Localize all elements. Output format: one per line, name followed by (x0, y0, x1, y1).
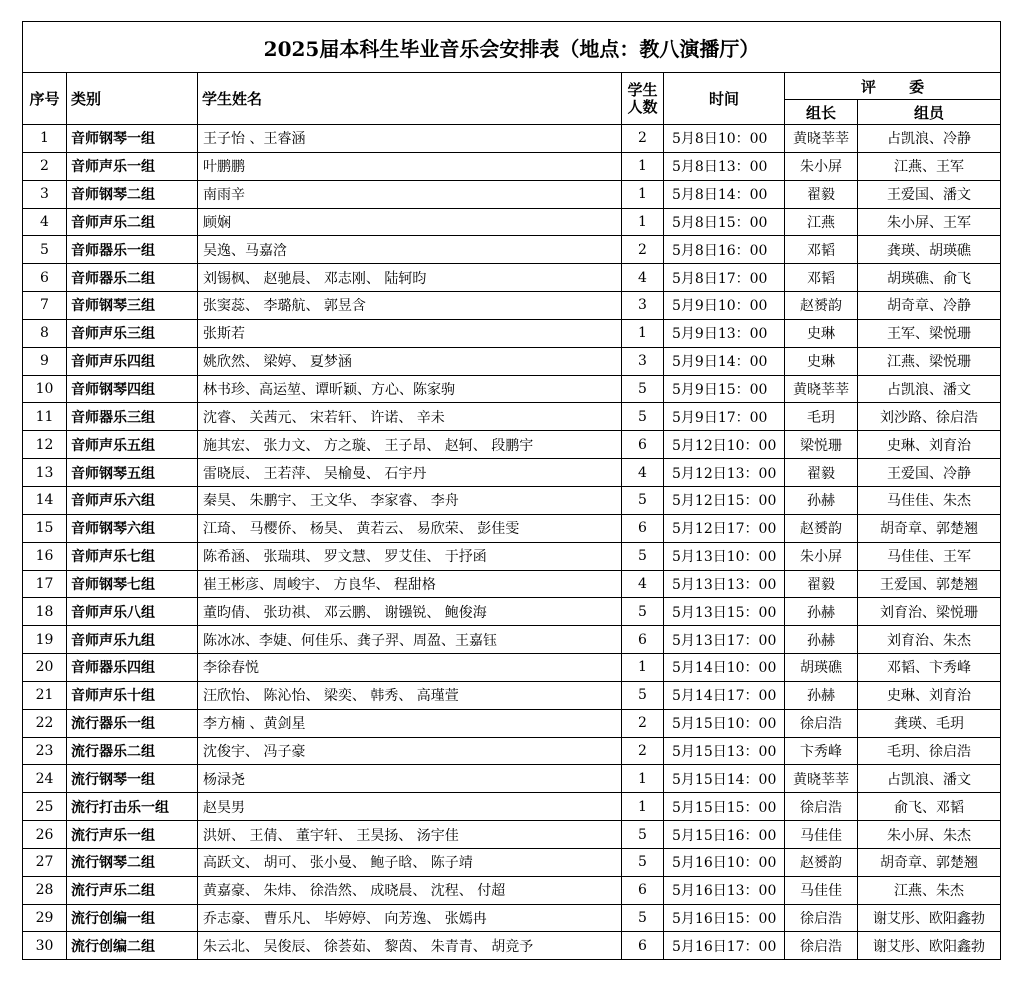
row-student-count: 1 (622, 152, 664, 180)
row-student-count: 5 (622, 403, 664, 431)
row-judge-leader: 邓韬 (785, 236, 858, 264)
table-row (23, 626, 1001, 654)
row-time: 5月16日15：00 (664, 904, 785, 932)
row-index: 1 (23, 125, 67, 153)
row-index: 4 (23, 208, 67, 236)
row-student-names: 赵昊男 (198, 793, 622, 821)
row-judge-leader: 邓韬 (785, 264, 858, 292)
table-row (23, 514, 1001, 542)
row-student-count: 1 (622, 319, 664, 347)
row-time: 5月16日17：00 (664, 932, 785, 960)
header-count-line1: 学生 (627, 80, 658, 99)
row-student-count: 1 (622, 765, 664, 793)
row-category: 音师声乐四组 (67, 347, 198, 375)
row-student-names: 洪妍、 王倩、 董宇轩、 王昊扬、 汤宇佳 (198, 821, 622, 849)
row-category: 音师钢琴六组 (67, 514, 198, 542)
row-index: 25 (23, 793, 67, 821)
row-student-names: 张斯若 (198, 319, 622, 347)
row-category: 流行声乐二组 (67, 876, 198, 904)
table-row (23, 403, 1001, 431)
table-row (23, 932, 1001, 960)
row-judge-leader: 卞秀峰 (785, 737, 858, 765)
row-judge-leader: 胡瑛礁 (785, 654, 858, 682)
header-index: 序号 (23, 73, 67, 125)
row-category: 音师器乐二组 (67, 264, 198, 292)
row-index: 6 (23, 264, 67, 292)
row-student-names: 黄嘉豪、 朱炜、 徐浩然、 成晓晨、 沈程、 付超 (198, 876, 622, 904)
row-student-count: 1 (622, 208, 664, 236)
row-time: 5月9日17：00 (664, 403, 785, 431)
table-row (23, 319, 1001, 347)
row-student-names: 汪欣怡、 陈沁怡、 梁奕、 韩秀、 高瑾萱 (198, 681, 622, 709)
row-judge-members: 王爱国、冷静 (858, 459, 1001, 487)
row-time: 5月8日10：00 (664, 125, 785, 153)
row-student-count: 6 (622, 876, 664, 904)
row-student-count: 5 (622, 486, 664, 514)
row-judge-leader: 孙赫 (785, 626, 858, 654)
row-judge-leader: 黄晓莘莘 (785, 125, 858, 153)
row-index: 2 (23, 152, 67, 180)
row-judge-members: 江燕、朱杰 (858, 876, 1001, 904)
row-index: 11 (23, 403, 67, 431)
row-judge-leader: 孙赫 (785, 486, 858, 514)
row-judge-members: 占凯浪、潘文 (858, 765, 1001, 793)
row-student-names: 刘锡枫、 赵驰晨、 邓志刚、 陆轲昀 (198, 264, 622, 292)
row-judge-leader: 徐启浩 (785, 932, 858, 960)
row-time: 5月9日15：00 (664, 375, 785, 403)
row-judge-leader: 赵赟韵 (785, 514, 858, 542)
row-judge-members: 朱小屏、朱杰 (858, 821, 1001, 849)
row-index: 8 (23, 319, 67, 347)
row-student-names: 陈希涵、 张瑞琪、 罗文慧、 罗艾佳、 于抒函 (198, 542, 622, 570)
row-student-names: 杨渌尧 (198, 765, 622, 793)
row-judge-members: 刘沙路、徐启浩 (858, 403, 1001, 431)
row-judge-members: 史琳、刘育治 (858, 431, 1001, 459)
table-row (23, 737, 1001, 765)
row-student-count: 5 (622, 598, 664, 626)
row-student-count: 5 (622, 848, 664, 876)
row-student-count: 3 (622, 347, 664, 375)
row-index: 23 (23, 737, 67, 765)
header-judges: 评 委 (785, 73, 1001, 100)
row-judge-members: 毛玥、徐启浩 (858, 737, 1001, 765)
row-category: 流行器乐一组 (67, 709, 198, 737)
table-row (23, 876, 1001, 904)
row-time: 5月9日13：00 (664, 319, 785, 347)
row-category: 音师声乐三组 (67, 319, 198, 347)
table-row (23, 486, 1001, 514)
row-time: 5月15日14：00 (664, 765, 785, 793)
row-student-names: 董昀倩、 张玏祺、 邓云鹏、 谢镪锐、 鲍俊海 (198, 598, 622, 626)
row-time: 5月14日17：00 (664, 681, 785, 709)
row-index: 26 (23, 821, 67, 849)
table-row (23, 598, 1001, 626)
row-judge-leader: 孙赫 (785, 681, 858, 709)
row-student-names: 李徐春悦 (198, 654, 622, 682)
row-student-names: 沈睿、 关茜元、 宋若轩、 许诺、 辛未 (198, 403, 622, 431)
row-student-names: 乔志豪、 曹乐凡、 毕婷婷、 向芳逸、 张嫣冉 (198, 904, 622, 932)
row-category: 音师声乐七组 (67, 542, 198, 570)
row-index: 30 (23, 932, 67, 960)
table-row (23, 542, 1001, 570)
row-judge-leader: 翟毅 (785, 570, 858, 598)
row-category: 音师声乐二组 (67, 208, 198, 236)
table-row (23, 793, 1001, 821)
row-judge-members: 王爱国、郭楚翘 (858, 570, 1001, 598)
table-row (23, 125, 1001, 153)
row-index: 18 (23, 598, 67, 626)
row-judge-members: 龚瑛、毛玥 (858, 709, 1001, 737)
schedule-rows (23, 125, 1001, 960)
row-judge-members: 江燕、梁悦珊 (858, 347, 1001, 375)
row-judge-leader: 黄晓莘莘 (785, 375, 858, 403)
row-index: 16 (23, 542, 67, 570)
row-index: 13 (23, 459, 67, 487)
row-category: 音师声乐六组 (67, 486, 198, 514)
row-index: 28 (23, 876, 67, 904)
header-members: 组员 (858, 100, 1001, 125)
row-judge-leader: 史琳 (785, 319, 858, 347)
row-student-names: 李方楠 、黄剑星 (198, 709, 622, 737)
row-student-names: 林书珍、高运堃、谭昕颖、方心、陈家驹 (198, 375, 622, 403)
row-category: 流行钢琴一组 (67, 765, 198, 793)
row-judge-leader: 徐启浩 (785, 904, 858, 932)
row-student-count: 4 (622, 459, 664, 487)
row-student-names: 南雨辛 (198, 180, 622, 208)
row-category: 音师声乐九组 (67, 626, 198, 654)
row-judge-members: 胡瑛礁、俞飞 (858, 264, 1001, 292)
row-judge-leader: 毛玥 (785, 403, 858, 431)
table-row (23, 459, 1001, 487)
row-index: 29 (23, 904, 67, 932)
header-leader: 组长 (785, 100, 858, 125)
header-count-line2: 人数 (627, 97, 658, 116)
row-judge-leader: 徐启浩 (785, 709, 858, 737)
row-student-names: 江琦、 马樱侨、 杨昊、 黄若云、 易欣荣、 彭佳雯 (198, 514, 622, 542)
row-judge-members: 占凯浪、冷静 (858, 125, 1001, 153)
row-judge-members: 刘育治、朱杰 (858, 626, 1001, 654)
row-category: 音师钢琴四组 (67, 375, 198, 403)
row-category: 音师器乐四组 (67, 654, 198, 682)
table-row (23, 821, 1001, 849)
row-index: 9 (23, 347, 67, 375)
row-judge-leader: 朱小屏 (785, 542, 858, 570)
row-judge-members: 马佳佳、王军 (858, 542, 1001, 570)
row-judge-leader: 翟毅 (785, 459, 858, 487)
row-time: 5月13日10：00 (664, 542, 785, 570)
row-time: 5月12日13：00 (664, 459, 785, 487)
table-row (23, 236, 1001, 264)
row-index: 24 (23, 765, 67, 793)
row-time: 5月9日14：00 (664, 347, 785, 375)
row-judge-members: 占凯浪、潘文 (858, 375, 1001, 403)
row-student-count: 1 (622, 654, 664, 682)
row-category: 音师声乐一组 (67, 152, 198, 180)
table-row (23, 904, 1001, 932)
row-judge-leader: 徐启浩 (785, 793, 858, 821)
row-judge-members: 刘育治、梁悦珊 (858, 598, 1001, 626)
table-row (23, 681, 1001, 709)
row-time: 5月16日10：00 (664, 848, 785, 876)
schedule-table (22, 21, 1001, 960)
row-student-names: 秦昊、 朱鹏宇、 王文华、 李家睿、 李舟 (198, 486, 622, 514)
row-judge-members: 王爱国、潘文 (858, 180, 1001, 208)
row-category: 音师器乐一组 (67, 236, 198, 264)
table-row (23, 180, 1001, 208)
row-category: 音师钢琴三组 (67, 292, 198, 320)
row-judge-leader: 黄晓莘莘 (785, 765, 858, 793)
row-time: 5月13日13：00 (664, 570, 785, 598)
row-category: 音师钢琴五组 (67, 459, 198, 487)
table-row (23, 264, 1001, 292)
row-judge-members: 胡奇章、郭楚翘 (858, 514, 1001, 542)
row-student-count: 6 (622, 932, 664, 960)
row-time: 5月12日10：00 (664, 431, 785, 459)
row-student-names: 王子怡 、王睿涵 (198, 125, 622, 153)
row-judge-members: 谢艾彤、欧阳鑫勃 (858, 904, 1001, 932)
row-student-names: 陈冰冰、李婕、何佳乐、龚子羿、周盈、王嘉钰 (198, 626, 622, 654)
row-judge-members: 胡奇章、郭楚翘 (858, 848, 1001, 876)
row-category: 音师钢琴一组 (67, 125, 198, 153)
row-student-names: 崔王彬彦、周峻宇、 方良华、 程甜格 (198, 570, 622, 598)
row-student-count: 3 (622, 292, 664, 320)
row-index: 12 (23, 431, 67, 459)
row-judge-leader: 孙赫 (785, 598, 858, 626)
row-student-names: 施其宏、 张力文、 方之璇、 王子昂、 赵轲、 段鹏宇 (198, 431, 622, 459)
row-category: 音师器乐三组 (67, 403, 198, 431)
row-student-names: 沈俊宇、 冯子豪 (198, 737, 622, 765)
row-student-names: 吴逸、马嘉浛 (198, 236, 622, 264)
row-student-count: 6 (622, 626, 664, 654)
row-time: 5月15日15：00 (664, 793, 785, 821)
row-category: 音师钢琴七组 (67, 570, 198, 598)
row-judge-members: 谢艾彤、欧阳鑫勃 (858, 932, 1001, 960)
row-time: 5月12日17：00 (664, 514, 785, 542)
row-time: 5月8日13：00 (664, 152, 785, 180)
row-index: 20 (23, 654, 67, 682)
row-time: 5月16日13：00 (664, 876, 785, 904)
row-judge-leader: 马佳佳 (785, 821, 858, 849)
row-time: 5月8日17：00 (664, 264, 785, 292)
row-judge-members: 俞飞、邓韬 (858, 793, 1001, 821)
row-category: 流行创编一组 (67, 904, 198, 932)
table-row (23, 152, 1001, 180)
row-student-names: 高跃文、 胡可、 张小曼、 鲍子晗、 陈子靖 (198, 848, 622, 876)
row-category: 流行声乐一组 (67, 821, 198, 849)
row-index: 10 (23, 375, 67, 403)
page-title: 2025届本科生毕业音乐会安排表（地点：教八演播厅） (23, 22, 1001, 73)
header-time: 时间 (664, 73, 785, 125)
row-student-names: 顾娴 (198, 208, 622, 236)
row-student-names: 叶鹏鹏 (198, 152, 622, 180)
row-judge-members: 邓韬、卞秀峰 (858, 654, 1001, 682)
row-index: 7 (23, 292, 67, 320)
row-time: 5月13日17：00 (664, 626, 785, 654)
row-student-count: 2 (622, 125, 664, 153)
row-judge-members: 马佳佳、朱杰 (858, 486, 1001, 514)
row-category: 流行器乐二组 (67, 737, 198, 765)
row-category: 音师声乐八组 (67, 598, 198, 626)
table-row (23, 431, 1001, 459)
row-time: 5月15日16：00 (664, 821, 785, 849)
header-names: 学生姓名 (198, 73, 622, 125)
row-student-count: 6 (622, 431, 664, 459)
table-row (23, 347, 1001, 375)
row-judge-members: 江燕、王军 (858, 152, 1001, 180)
row-time: 5月8日16：00 (664, 236, 785, 264)
row-time: 5月15日10：00 (664, 709, 785, 737)
row-time: 5月13日15：00 (664, 598, 785, 626)
table-row (23, 208, 1001, 236)
row-category: 流行创编二组 (67, 932, 198, 960)
row-judge-leader: 翟毅 (785, 180, 858, 208)
schedule-sheet (22, 21, 1000, 972)
row-student-count: 6 (622, 514, 664, 542)
row-time: 5月9日10：00 (664, 292, 785, 320)
row-judge-leader: 赵赟韵 (785, 848, 858, 876)
row-category: 流行打击乐一组 (67, 793, 198, 821)
row-time: 5月8日15：00 (664, 208, 785, 236)
row-category: 音师声乐五组 (67, 431, 198, 459)
row-student-count: 2 (622, 236, 664, 264)
row-student-names: 朱云北、 吴俊辰、 徐荟茹、 黎茵、 朱青青、 胡竞予 (198, 932, 622, 960)
row-student-count: 5 (622, 821, 664, 849)
table-row (23, 292, 1001, 320)
table-row (23, 654, 1001, 682)
table-row (23, 709, 1001, 737)
row-judge-leader: 史琳 (785, 347, 858, 375)
row-index: 14 (23, 486, 67, 514)
row-student-count: 1 (622, 793, 664, 821)
row-judge-leader: 江燕 (785, 208, 858, 236)
row-student-count: 5 (622, 681, 664, 709)
table-row (23, 765, 1001, 793)
row-category: 音师声乐十组 (67, 681, 198, 709)
row-student-count: 5 (622, 375, 664, 403)
row-index: 15 (23, 514, 67, 542)
row-student-names: 雷晓辰、 王若萍、 吴榆曼、 石宇丹 (198, 459, 622, 487)
row-time: 5月15日13：00 (664, 737, 785, 765)
row-index: 21 (23, 681, 67, 709)
row-student-count: 2 (622, 709, 664, 737)
table-row (23, 570, 1001, 598)
row-judge-members: 朱小屏、王军 (858, 208, 1001, 236)
row-judge-members: 胡奇章、冷静 (858, 292, 1001, 320)
row-judge-leader: 赵赟韵 (785, 292, 858, 320)
row-index: 27 (23, 848, 67, 876)
row-index: 19 (23, 626, 67, 654)
table-row (23, 848, 1001, 876)
row-category: 流行钢琴二组 (67, 848, 198, 876)
row-judge-leader: 梁悦珊 (785, 431, 858, 459)
row-student-count: 2 (622, 737, 664, 765)
row-student-count: 1 (622, 180, 664, 208)
row-student-count: 4 (622, 570, 664, 598)
header-category: 类别 (67, 73, 198, 125)
row-student-names: 姚欣然、 梁婷、 夏梦涵 (198, 347, 622, 375)
row-time: 5月14日10：00 (664, 654, 785, 682)
row-judge-leader: 马佳佳 (785, 876, 858, 904)
row-time: 5月12日15：00 (664, 486, 785, 514)
row-student-count: 5 (622, 542, 664, 570)
row-student-count: 5 (622, 904, 664, 932)
row-category: 音师钢琴二组 (67, 180, 198, 208)
row-judge-leader: 朱小屏 (785, 152, 858, 180)
table-row (23, 375, 1001, 403)
row-index: 5 (23, 236, 67, 264)
row-judge-members: 龚瑛、胡瑛礁 (858, 236, 1001, 264)
row-index: 22 (23, 709, 67, 737)
row-judge-members: 王军、梁悦珊 (858, 319, 1001, 347)
row-student-count: 4 (622, 264, 664, 292)
header-count (622, 73, 664, 125)
row-index: 3 (23, 180, 67, 208)
row-index: 17 (23, 570, 67, 598)
row-student-names: 张窦蕊、 李璐航、 郭昱含 (198, 292, 622, 320)
row-judge-members: 史琳、刘育治 (858, 681, 1001, 709)
row-time: 5月8日14：00 (664, 180, 785, 208)
